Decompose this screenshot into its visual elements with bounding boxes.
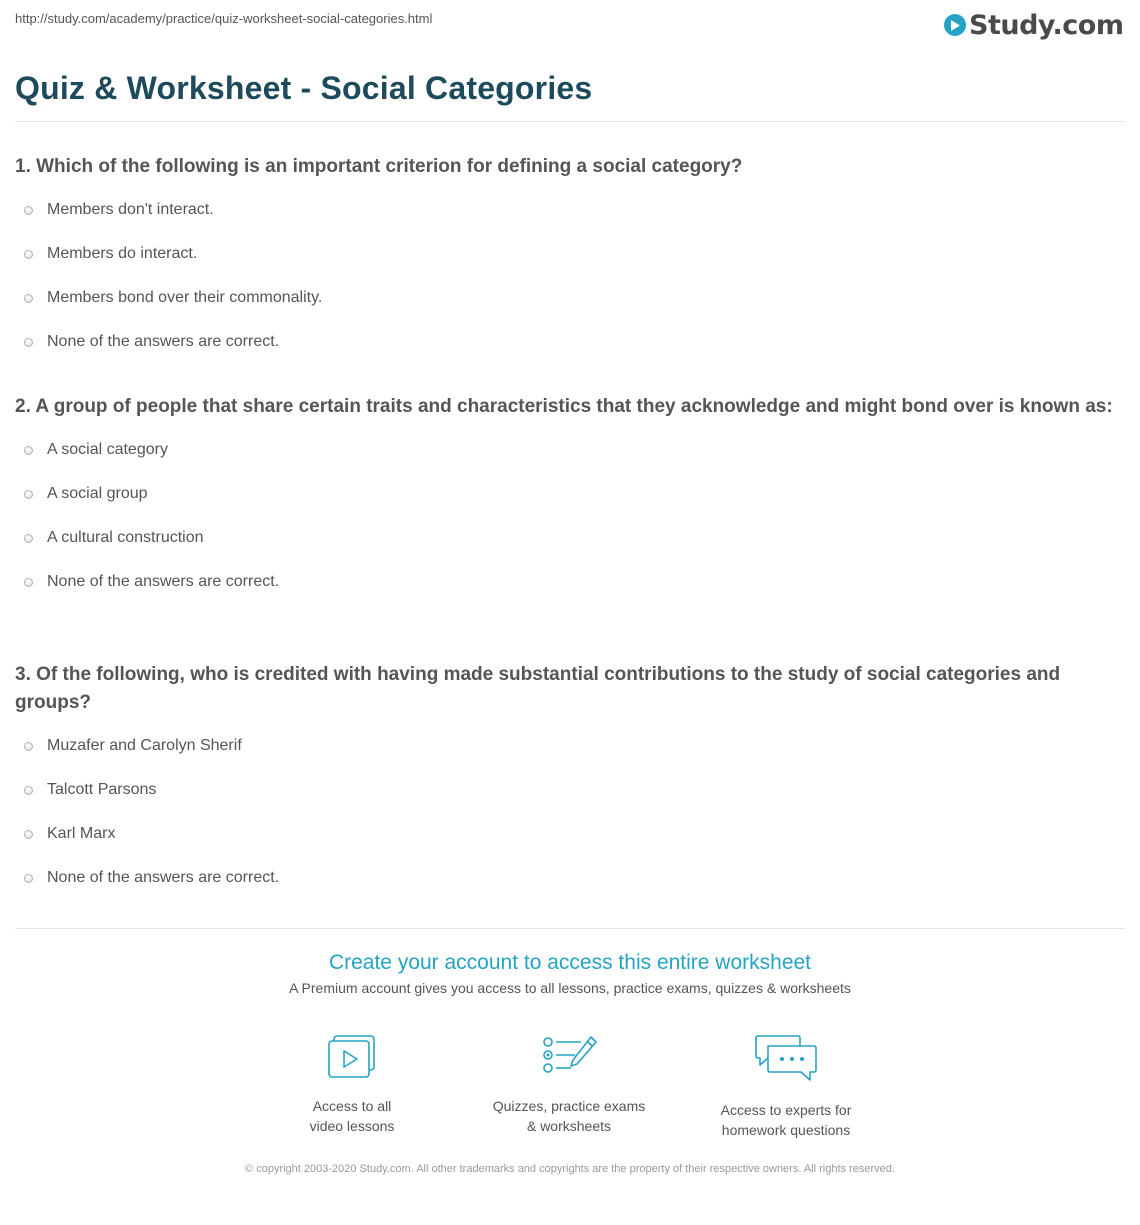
answer-label: A social group [47, 485, 148, 502]
answer-options [15, 188, 1125, 364]
question-text: 2. A group of people that share certain traits and characteristics that they acknowledge and might bond over is known as: [15, 396, 1113, 417]
answer-option[interactable] [15, 188, 1125, 232]
radio-button[interactable] [24, 250, 33, 259]
answer-label: None of the answers are correct. [47, 869, 280, 886]
radio-button[interactable] [24, 206, 33, 215]
play-logo-icon [944, 14, 966, 36]
answer-option[interactable] [15, 812, 1125, 856]
feature-label [479, 1096, 659, 1136]
cta-divider [15, 928, 1125, 929]
cta-section [0, 951, 1140, 996]
answer-option[interactable] [15, 560, 1125, 604]
question-1 [15, 153, 1125, 364]
answer-option[interactable] [15, 320, 1125, 364]
quiz-checklist-icon [541, 1034, 597, 1080]
radio-button[interactable] [24, 874, 33, 883]
feature-label-line: Quizzes, practice exams [492, 1098, 646, 1114]
answer-label: None of the answers are correct. [47, 573, 280, 590]
feature-label [696, 1100, 876, 1140]
page-title: Quiz & Worksheet - Social Categories [15, 70, 593, 106]
radio-button[interactable] [24, 490, 33, 499]
answer-option[interactable] [15, 724, 1125, 768]
feature-label [262, 1096, 442, 1136]
chat-bubble-icon [754, 1034, 818, 1084]
radio-button[interactable] [24, 742, 33, 751]
answer-label: Members don't interact. [47, 201, 214, 218]
feature-label-line: homework questions [721, 1122, 851, 1138]
answer-options [15, 428, 1125, 604]
create-account-link[interactable]: Create your account to access this entire worksheet [328, 951, 812, 974]
radio-button[interactable] [24, 338, 33, 347]
answer-label: None of the answers are correct. [47, 333, 280, 350]
answer-label: A cultural construction [47, 529, 204, 546]
radio-button[interactable] [24, 446, 33, 455]
question-text: 1. Which of the following is an important criterion for defining a social category? [15, 156, 743, 177]
answer-label: Karl Marx [47, 825, 116, 842]
question-2 [15, 393, 1125, 604]
answer-label: A social category [47, 441, 168, 458]
answer-options [15, 724, 1125, 900]
radio-button[interactable] [24, 786, 33, 795]
page-url: http://study.com/academy/practice/quiz-worksheet-social-categories.html [15, 11, 433, 26]
video-lessons-icon [326, 1034, 378, 1080]
question-text: 3. Of the following, who is credited with having made substantial contributions to the study of social categories and groups? [15, 664, 1061, 713]
feature-label-line: Access to all [312, 1098, 392, 1114]
answer-option[interactable] [15, 472, 1125, 516]
feature-label-line: video lessons [309, 1118, 395, 1134]
question-3 [15, 661, 1125, 900]
logo-text: Study.com [969, 9, 1124, 41]
answer-label: Talcott Parsons [47, 781, 157, 798]
copyright-text: © copyright 2003-2020 Study.com. All other trademarks and copyrights are the property of their respective owners. All rights reserved. [245, 1163, 895, 1175]
radio-button[interactable] [24, 830, 33, 839]
radio-button[interactable] [24, 534, 33, 543]
answer-label: Muzafer and Carolyn Sherif [47, 737, 242, 754]
study-logo[interactable] [944, 8, 1123, 42]
feature-video-lessons [262, 1034, 442, 1136]
feature-label-line: & worksheets [526, 1118, 612, 1134]
answer-option[interactable] [15, 232, 1125, 276]
answer-option[interactable] [15, 856, 1125, 900]
cta-subtitle: A Premium account gives you access to all lessons, practice exams, quizzes & worksheets [289, 980, 851, 996]
feature-quizzes [479, 1034, 659, 1136]
answer-option[interactable] [15, 516, 1125, 560]
answer-option[interactable] [15, 276, 1125, 320]
answer-label: Members bond over their commonality. [47, 289, 323, 306]
title-divider [15, 121, 1125, 122]
radio-button[interactable] [24, 294, 33, 303]
answer-option[interactable] [15, 768, 1125, 812]
answer-option[interactable] [15, 428, 1125, 472]
answer-label: Members do interact. [47, 245, 198, 262]
radio-button[interactable] [24, 578, 33, 587]
feature-label-line: Access to experts for [720, 1102, 852, 1118]
feature-experts [696, 1034, 876, 1140]
